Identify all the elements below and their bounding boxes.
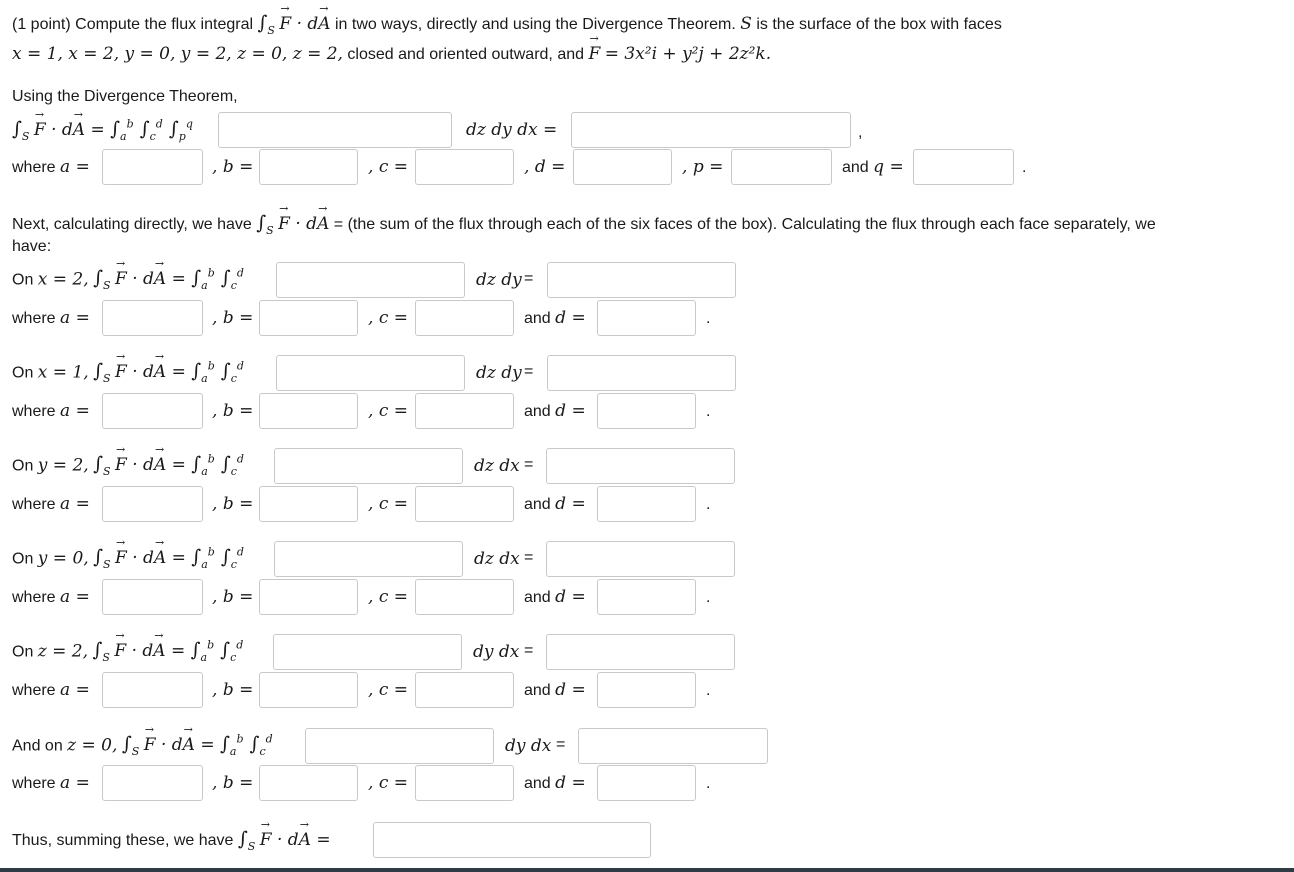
bottom-bar: [0, 868, 1294, 872]
face-prefix: And on: [12, 737, 63, 755]
c-label: , c =: [368, 494, 408, 514]
flux-expression: → F · d→ A =: [34, 120, 110, 140]
d-text: d =: [555, 308, 586, 328]
integral-symbol: $\int_S$: [12, 118, 30, 144]
integral-symbol: $\int_S$: [93, 360, 111, 386]
face-y2-differential: dz dx: [474, 456, 520, 476]
face-z0-c-input[interactable]: [415, 765, 514, 801]
integral-symbol: $\int_a^b$ $\int_c^d$ $\int_p^q$: [110, 118, 193, 144]
direct-intro-line2: have:: [12, 238, 52, 255]
b-label: , b =: [212, 401, 254, 421]
divergence-differential: dz dy dx =: [466, 120, 558, 140]
where-label: [12, 401, 90, 421]
a-label: a =: [60, 494, 90, 514]
a-label: a =: [60, 308, 90, 328]
divergence-c-input[interactable]: [415, 149, 514, 185]
where-text: where: [12, 589, 56, 606]
c-text: c =: [378, 680, 408, 700]
where-text: where: [12, 403, 56, 420]
face-x2-differential: dz dy: [476, 270, 522, 290]
problem-statement-line1: [12, 12, 1002, 37]
b-label: , b =: [212, 680, 254, 700]
face-x1-integrand-input[interactable]: [276, 355, 465, 391]
face-y0-integral: [12, 546, 244, 571]
face-x2-integral: [12, 267, 244, 292]
period: .: [1022, 159, 1027, 176]
and-text: and: [524, 496, 551, 513]
divergence-b-input[interactable]: [259, 149, 358, 185]
d-label: [524, 401, 586, 421]
face-x2-result-input[interactable]: [547, 262, 736, 298]
integral-symbol: $\int_a^b$ $\int_c^d$: [190, 639, 244, 665]
face-y2-d-input[interactable]: [597, 486, 696, 522]
field-definition: = 3x²i + y²j + 2z²k.: [604, 44, 772, 64]
where-text: where: [12, 775, 56, 792]
c-text: c =: [378, 401, 408, 421]
face-y2-a-input[interactable]: [102, 486, 203, 522]
equals: =: [524, 270, 534, 287]
orientation-text: closed and oriented outward, and: [347, 46, 585, 63]
divergence-integrand-input[interactable]: [218, 112, 452, 148]
period: .: [706, 682, 711, 699]
face-x1-c-input[interactable]: [415, 393, 514, 429]
q-text: q =: [873, 157, 904, 177]
d-label: [524, 308, 586, 328]
where-text: where: [12, 682, 56, 699]
face-z0-differential: dy dx: [505, 736, 552, 756]
summary-line: [12, 828, 331, 853]
d-label: [524, 494, 586, 514]
face-x1-result-input[interactable]: [547, 355, 736, 391]
face-z2-a-input[interactable]: [102, 672, 203, 708]
a-label: a =: [60, 157, 90, 177]
face-y2-integral: [12, 453, 244, 478]
comma: ,: [858, 124, 863, 141]
and-text: and: [842, 159, 869, 176]
divergence-integral: [12, 118, 193, 143]
integral-symbol: $\int_S$: [93, 546, 111, 572]
integral-symbol: $\int_a^b$ $\int_c^d$: [191, 267, 244, 293]
flux-expression: → F · d→ A =: [115, 455, 191, 475]
face-z0-a-input[interactable]: [102, 765, 203, 801]
where-label: [12, 587, 90, 607]
face-y2-c-input[interactable]: [415, 486, 514, 522]
face-equation: x = 2,: [37, 269, 89, 290]
where-text: where: [12, 159, 56, 176]
integral-symbol: $\int_S$: [256, 212, 274, 237]
period: .: [706, 496, 711, 513]
face-y0-result-input[interactable]: [546, 541, 735, 577]
and-text: and: [524, 682, 551, 699]
equals: =: [524, 363, 534, 380]
face-z2-d-input[interactable]: [597, 672, 696, 708]
b-label: , b =: [212, 308, 254, 328]
face-z2-differential: dy dx: [473, 642, 520, 662]
divergence-q-input[interactable]: [913, 149, 1014, 185]
integral-symbol: $\int_a^b$ $\int_c^d$: [191, 360, 244, 386]
face-equation: y = 0,: [37, 548, 89, 569]
a-label: a =: [60, 680, 90, 700]
flux-expression: → F · d→ A =: [115, 269, 191, 289]
face-y0-a-input[interactable]: [102, 579, 203, 615]
where-text: where: [12, 310, 56, 327]
equals: =: [524, 642, 534, 659]
where-label: [12, 157, 90, 177]
face-y2-integrand-input[interactable]: [274, 448, 463, 484]
c-text: c =: [378, 308, 408, 328]
period: .: [706, 403, 711, 420]
flux-expression: → F · d→ A =: [114, 641, 190, 661]
d-text: d =: [555, 680, 586, 700]
integral-symbol: $\int_S$: [93, 453, 111, 479]
face-z2-result-input[interactable]: [546, 634, 735, 670]
face-z0-d-input[interactable]: [597, 765, 696, 801]
c-label: , c =: [368, 401, 408, 421]
integral-symbol: $\int_a^b$ $\int_c^d$: [220, 733, 273, 759]
where-label: [12, 494, 90, 514]
face-z2-c-input[interactable]: [415, 672, 514, 708]
integral-symbol: $\int_S$: [93, 267, 111, 293]
b-label: , b =: [212, 494, 254, 514]
direct-intro: [12, 212, 1156, 237]
c-text: c =: [378, 157, 408, 177]
integral-symbol: $\int_S$: [257, 12, 275, 37]
face-y0-b-input[interactable]: [259, 579, 358, 615]
face-x2-a-input[interactable]: [102, 300, 203, 336]
face-x2-d-input[interactable]: [597, 300, 696, 336]
where-label: [12, 680, 90, 700]
and-text: and: [524, 775, 551, 792]
and-text: and: [524, 310, 551, 327]
divergence-d-input[interactable]: [573, 149, 672, 185]
d-label: [524, 680, 586, 700]
a-label: a =: [60, 401, 90, 421]
d-label: [524, 773, 586, 793]
c-label: , c =: [368, 773, 408, 793]
flux-expression: → F · d→ A: [278, 214, 329, 234]
equals: =: [556, 736, 566, 753]
field-f: → F: [588, 44, 600, 64]
flux-expression: → F · d→ A =: [115, 362, 191, 382]
where-label: [12, 773, 90, 793]
d-text: d =: [555, 401, 586, 421]
integral-symbol: $\int_a^b$ $\int_c^d$: [191, 546, 244, 572]
problem-intro: (1 point) Compute the flux integral: [12, 16, 254, 33]
face-x1-integral: [12, 360, 244, 385]
face-x1-a-input[interactable]: [102, 393, 203, 429]
d-text: d =: [555, 587, 586, 607]
period: .: [706, 775, 711, 792]
equals: =: [524, 456, 534, 473]
divergence-heading: Using the Divergence Theorem,: [12, 88, 238, 105]
face-prefix: On: [12, 271, 34, 289]
face-equation: z = 2,: [37, 641, 89, 662]
b-text: b =: [222, 587, 254, 607]
face-z0-integral: [12, 733, 273, 758]
flux-expression: → F · d→ A =: [144, 735, 220, 755]
surface-description: is the surface of the box with faces: [756, 16, 1002, 33]
integral-symbol: $\int_S$: [121, 733, 140, 759]
problem-two-ways: in two ways, directly and using the Divergence Theorem.: [335, 16, 736, 33]
face-y0-d-input[interactable]: [597, 579, 696, 615]
face-prefix: On: [12, 364, 34, 382]
a-label: a =: [60, 773, 90, 793]
direct-intro-rest: = (the sum of the flux through each of the six faces of the box). Calculating the flux through each face separately, we: [333, 216, 1156, 233]
face-equation: y = 2,: [37, 455, 89, 476]
total-flux-input[interactable]: [373, 822, 651, 858]
faces-list: x = 1, x = 2, y = 0, y = 2, z = 0, z = 2,: [12, 44, 343, 64]
b-text: b =: [222, 494, 254, 514]
d-text: d =: [555, 773, 586, 793]
b-text: b =: [222, 773, 254, 793]
flux-expression: → F · d→ A =: [260, 830, 331, 850]
b-text: b =: [222, 401, 254, 421]
equals: =: [524, 549, 534, 566]
c-label: , c =: [368, 308, 408, 328]
d-text: d =: [534, 157, 566, 177]
face-z2-integrand-input[interactable]: [273, 634, 462, 670]
b-label: , b =: [212, 773, 254, 793]
c-text: c =: [378, 494, 408, 514]
divergence-p-input[interactable]: [731, 149, 832, 185]
flux-expression: → F · d→ A: [279, 14, 330, 34]
c-text: c =: [378, 773, 408, 793]
b-label: , b =: [212, 587, 254, 607]
problem-statement-line2: [12, 44, 771, 64]
d-label: , d =: [524, 157, 566, 177]
face-y0-c-input[interactable]: [415, 579, 514, 615]
face-z0-result-input[interactable]: [578, 728, 768, 764]
d-text: d =: [555, 494, 586, 514]
where-text: where: [12, 496, 56, 513]
c-text: c =: [378, 587, 408, 607]
q-label: [842, 157, 904, 177]
face-x2-b-input[interactable]: [259, 300, 358, 336]
divergence-a-input[interactable]: [102, 149, 203, 185]
b-label: , b =: [212, 157, 254, 177]
where-label: [12, 308, 90, 328]
surface-s: S: [740, 14, 752, 34]
period: .: [706, 589, 711, 606]
period: .: [706, 310, 711, 327]
face-x1-differential: dz dy: [476, 363, 522, 383]
face-y0-integrand-input[interactable]: [274, 541, 463, 577]
c-label: , c =: [368, 157, 408, 177]
and-text: and: [524, 589, 551, 606]
and-text: and: [524, 403, 551, 420]
flux-expression: → F · d→ A =: [115, 548, 191, 568]
d-label: [524, 587, 586, 607]
c-label: , c =: [368, 680, 408, 700]
face-prefix: On: [12, 550, 34, 568]
integral-symbol: $\int_a^b$ $\int_c^d$: [191, 453, 244, 479]
face-prefix: On: [12, 643, 34, 661]
face-x2-integrand-input[interactable]: [276, 262, 465, 298]
a-label: a =: [60, 587, 90, 607]
face-x1-d-input[interactable]: [597, 393, 696, 429]
face-prefix: On: [12, 457, 34, 475]
face-y0-differential: dz dx: [474, 549, 520, 569]
divergence-result-input[interactable]: [571, 112, 851, 148]
b-text: b =: [222, 680, 254, 700]
b-text: b =: [222, 157, 254, 177]
face-z2-integral: [12, 639, 243, 664]
integral-symbol: $\int_S$: [92, 639, 110, 665]
face-z2-b-input[interactable]: [259, 672, 358, 708]
face-x1-b-input[interactable]: [259, 393, 358, 429]
face-x2-c-input[interactable]: [415, 300, 514, 336]
face-y2-b-input[interactable]: [259, 486, 358, 522]
integral-symbol: $\int_S$: [237, 828, 256, 853]
face-equation: x = 1,: [37, 362, 89, 383]
face-equation: z = 0,: [67, 735, 118, 756]
face-z0-b-input[interactable]: [259, 765, 358, 801]
face-z0-integrand-input[interactable]: [305, 728, 494, 764]
direct-intro-text: Next, calculating directly, we have: [12, 216, 252, 233]
p-text: p =: [692, 157, 724, 177]
summary-text: Thus, summing these, we have: [12, 832, 234, 849]
p-label: , p =: [682, 157, 724, 177]
b-text: b =: [222, 308, 254, 328]
face-y2-result-input[interactable]: [546, 448, 735, 484]
c-label: , c =: [368, 587, 408, 607]
